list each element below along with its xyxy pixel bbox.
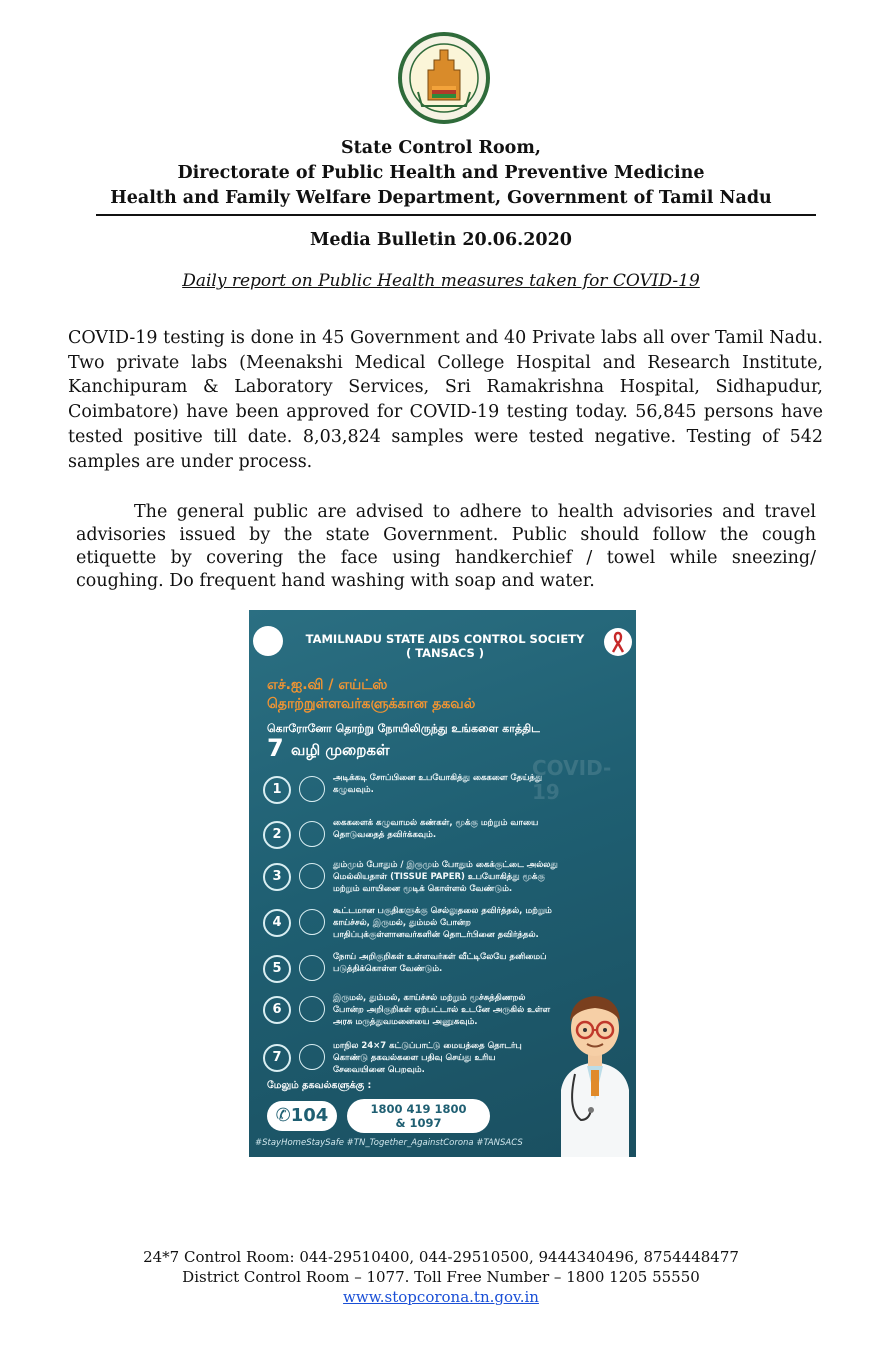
tn-emblem-small-icon (253, 626, 283, 656)
step-text: கைகளைக் கழுவாமல் கண்கள், மூக்கு மற்றும் வாயை தொடுவதைத் தவிர்க்கவும். (333, 818, 539, 840)
step-number: 3 (263, 863, 291, 891)
helpline-1800-line1: 1800 419 1800 (370, 1102, 467, 1116)
doctor-illustration-icon (551, 970, 636, 1157)
poster-step-6 (263, 990, 563, 1032)
step-number: 7 (263, 1044, 291, 1072)
poster-heading-1: எச்.ஐ.வி / எய்ட்ஸ் (267, 677, 388, 693)
poster-step-2 (263, 815, 563, 857)
footer-control-room: 24*7 Control Room: 044-29510400, 044-29510500, 9444340496, 8754448477 (143, 1248, 739, 1266)
helpline-1800-badge (347, 1099, 490, 1133)
testing-paragraph: COVID-19 testing is done in 45 Government and 40 Private labs all over Tamil Nadu. Two private labs (Meenakshi Medical College Hospital and Research Institute, Kanchipuram & Laboratory Services, Sri Ramakrishna Hospital, Sidhapudur, Coimbatore) have been approved for COVID-19 testing today. 56,845 persons have tested positive till date. 8,03,824 samples were tested negative. Testing of 542 samples are under process. (68, 328, 823, 472)
stopcorona-link[interactable]: www.stopcorona.tn.gov.in (343, 1288, 539, 1306)
poster-step-3 (263, 857, 563, 899)
step-number: 6 (263, 996, 291, 1024)
header-line-1: State Control Room, (341, 138, 541, 158)
header-line-3: Health and Family Welfare Department, Government of Tamil Nadu (110, 188, 772, 208)
phone-icon: ✆ (275, 1105, 291, 1126)
helpline-104: 104 (290, 1105, 329, 1126)
header-divider (96, 214, 816, 216)
sneeze-icon (299, 863, 325, 889)
poster-org-line1: TAMILNADU STATE AIDS CONTROL SOCIETY (305, 632, 585, 646)
poster-hashtags: #StayHomeStaySafe #TN_Together_AgainstCorona #TANSACS (255, 1138, 523, 1148)
hand-wash-icon (299, 776, 325, 802)
report-subtitle: Daily report on Public Health measures taken for COVID-19 (182, 271, 700, 291)
step-number: 5 (263, 955, 291, 983)
step-number: 2 (263, 821, 291, 849)
poster-seven-label: வழி முறைகள் (291, 741, 390, 759)
advisory-paragraph: The general public are advised to adhere to health advisories and travel advisories issued by the state Government. Public should follow the cough etiquette by covering the face using handkerchief / towel while sneezing/ coughing. Do frequent hand washing with soap and water. (76, 502, 816, 591)
red-ribbon-icon (604, 628, 632, 656)
step-text: தும்மும் போதும் / இருமும் போதும் கைக்குட்டை அல்லது மெல்லியதாள் (TISSUE PAPER) உபயோகித்து மூக்கு மற்றும் வாயினை மூடிக் கொள்ளல் வேண்டும். (333, 860, 558, 894)
poster-step-5 (263, 949, 563, 991)
face-touch-icon (299, 821, 325, 847)
step-text: கூட்டமான பகுதிகளுக்கு செல்லுதலை தவிர்த்தல், மற்றும் காய்ச்சல், இருமல், தும்மல் போன்ற பாதிப்புக்குள்ளானவர்களின் தொடர்பினை தவிர்த்தல். (333, 906, 552, 940)
step-text: மாநில 24×7 கட்டுப்பாட்டு மையத்தை தொடர்பு கொண்டு தகவல்களை பதிவு செய்து உரிய சேவையினை பெறவும். (333, 1041, 522, 1075)
step-number: 1 (263, 776, 291, 804)
home-isolation-icon (299, 955, 325, 981)
tansacs-poster (249, 610, 636, 1157)
poster-seven: 7 (267, 734, 284, 762)
helpline-104-badge (267, 1101, 337, 1131)
header-line-2: Directorate of Public Health and Preventive Medicine (177, 163, 705, 183)
poster-step-4 (263, 903, 563, 945)
poster-step-1 (263, 770, 563, 812)
poster-more-info: மேலும் தகவல்களுக்கு : (267, 1080, 372, 1091)
clipboard-icon (299, 1044, 325, 1070)
poster-heading-2: தொற்றுள்ளவர்களுக்கான தகவல் (267, 696, 476, 712)
poster-intro: கொரோனோ தொற்று நோயிலிருந்து உங்களை காத்திட (267, 722, 540, 735)
bulletin-title: Media Bulletin 20.06.2020 (310, 230, 572, 250)
helpline-1800-line2: & 1097 (395, 1116, 442, 1130)
step-text: அடிக்கடி சோப்பினை உபயோகித்து கைகளை தேய்த்து கழுவவும். (333, 773, 543, 795)
step-text: இருமல், தும்மல், காய்ச்சல் மற்றும் மூச்சுத்திணறல் போன்ற அறிகுறிகள் ஏற்பட்டால் உடனே அருகில் உள்ள அரசு மருத்துவமனையை அணுகவும். (333, 993, 551, 1027)
poster-org-line2: ( TANSACS ) (405, 646, 485, 660)
ambulance-icon (299, 996, 325, 1022)
poster-org-title (285, 632, 605, 660)
footer-toll-free: District Control Room – 1077. Toll Free Number – 1800 1205 55550 (182, 1268, 700, 1286)
tamil-nadu-government-emblem-icon (396, 30, 492, 126)
footer-link-row (0, 1288, 882, 1308)
step-text: நோய் அறிகுறிகள் உள்ளவர்கள் வீட்டிலேயே தனிமைப் படுத்திக்கொள்ள வேண்டும். (333, 952, 547, 974)
step-number: 4 (263, 909, 291, 937)
crowd-icon (299, 909, 325, 935)
poster-step-7 (263, 1038, 563, 1080)
poster-watermark: COVID-19 (532, 756, 612, 804)
